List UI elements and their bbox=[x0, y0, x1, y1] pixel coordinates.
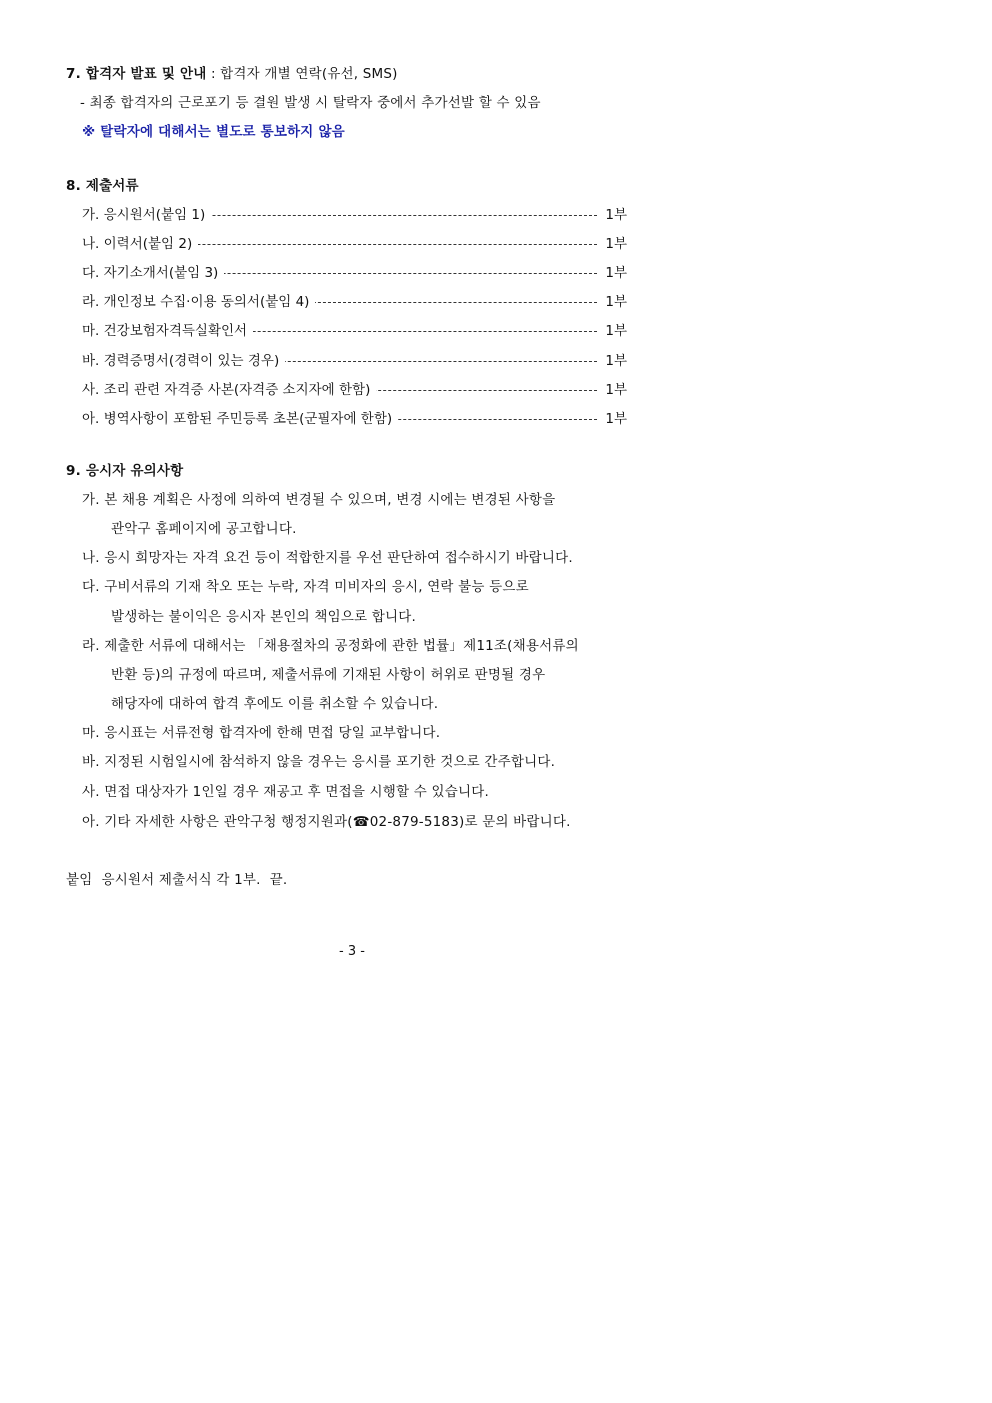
notice-line: 바. 지정된 시험일시에 참석하지 않을 경우는 응시를 포기한 것으로 간주합니다. bbox=[82, 754, 556, 770]
document-item-label: 아. 병역사항이 포함된 주민등록 초본(군필자에 한함) bbox=[82, 409, 398, 429]
document-item-count: 1부 bbox=[599, 409, 627, 429]
notice-line: 아. 기타 자세한 사항은 관악구청 행정지원과(☎02-879-5183)로 문의 바랍니다. bbox=[82, 814, 571, 830]
notice-line: 마. 응시표는 서류전형 합격자에 한해 면접 당일 교부합니다. bbox=[82, 725, 441, 741]
notice-line: 관악구 홈페이지에 공고합니다. bbox=[111, 521, 297, 537]
document-item bbox=[82, 409, 627, 429]
document-item-label: 라. 개인정보 수집·이용 동의서(붙임 4) bbox=[82, 292, 315, 312]
document-item-count: 1부 bbox=[599, 321, 627, 341]
section8-heading: 8. 제출서류 bbox=[66, 178, 139, 194]
document-item bbox=[82, 292, 627, 312]
document-item-count: 1부 bbox=[599, 234, 627, 254]
notice-line: 사. 면접 대상자가 1인일 경우 재공고 후 면접을 시행할 수 있습니다. bbox=[82, 784, 489, 800]
notice-line: 다. 구비서류의 기재 착오 또는 누락, 자격 미비자의 응시, 연락 불능 등으로 bbox=[82, 579, 529, 595]
notice-line: 가. 본 채용 계획은 사정에 의하여 변경될 수 있으며, 변경 시에는 변경된 사항을 bbox=[82, 492, 556, 508]
section7-note: - 최종 합격자의 근로포기 등 결원 발생 시 탈락자 중에서 추가선발 할 수 있음 bbox=[80, 95, 541, 111]
section7-heading-rest: : 합격자 개별 연락(유선, SMS) bbox=[206, 66, 398, 82]
document-item-count: 1부 bbox=[599, 205, 627, 225]
document-item bbox=[82, 380, 627, 400]
notice-line: 라. 제출한 서류에 대해서는 「채용절차의 공정화에 관한 법률」제11조(채용서류의 bbox=[82, 638, 579, 654]
document-item-count: 1부 bbox=[599, 263, 627, 283]
document-item bbox=[82, 263, 627, 283]
attachment-note: 붙임 응시원서 제출서식 각 1부. 끝. bbox=[66, 872, 288, 888]
document-item bbox=[82, 351, 627, 371]
document-item-label: 마. 건강보험자격득실확인서 bbox=[82, 321, 253, 341]
document-item bbox=[82, 205, 627, 225]
notice-line: 발생하는 불이익은 응시자 본인의 책임으로 합니다. bbox=[111, 609, 417, 625]
document-item bbox=[82, 234, 627, 254]
notice-line: 나. 응시 희망자는 자격 요건 등이 적합한지를 우선 판단하여 접수하시기 바랍니다. bbox=[82, 550, 573, 566]
notice-line: 반환 등)의 규정에 따르며, 제출서류에 기재된 사항이 허위로 판명될 경우 bbox=[111, 667, 546, 683]
section7-heading-line bbox=[66, 64, 398, 84]
document-item-count: 1부 bbox=[599, 292, 627, 312]
document-item-label: 다. 자기소개서(붙임 3) bbox=[82, 263, 224, 283]
document-item-count: 1부 bbox=[599, 380, 627, 400]
document-item-label: 가. 응시원서(붙임 1) bbox=[82, 205, 211, 225]
document-item bbox=[82, 321, 627, 341]
section7-heading: 7. 합격자 발표 및 안내 bbox=[66, 66, 207, 82]
document-item-label: 나. 이력서(붙임 2) bbox=[82, 234, 198, 254]
document-item-label: 바. 경력증명서(경력이 있는 경우) bbox=[82, 351, 285, 371]
document-item-label: 사. 조리 관련 자격증 사본(자격증 소지자에 한함) bbox=[82, 380, 376, 400]
notice-line: 해당자에 대하여 합격 후에도 이를 취소할 수 있습니다. bbox=[111, 696, 439, 712]
page-number: - 3 - bbox=[339, 944, 365, 959]
section9-heading: 9. 응시자 유의사항 bbox=[66, 463, 184, 479]
document-item-count: 1부 bbox=[599, 351, 627, 371]
section7-notice: ※ 탈락자에 대해서는 별도로 통보하지 않음 bbox=[82, 124, 345, 140]
